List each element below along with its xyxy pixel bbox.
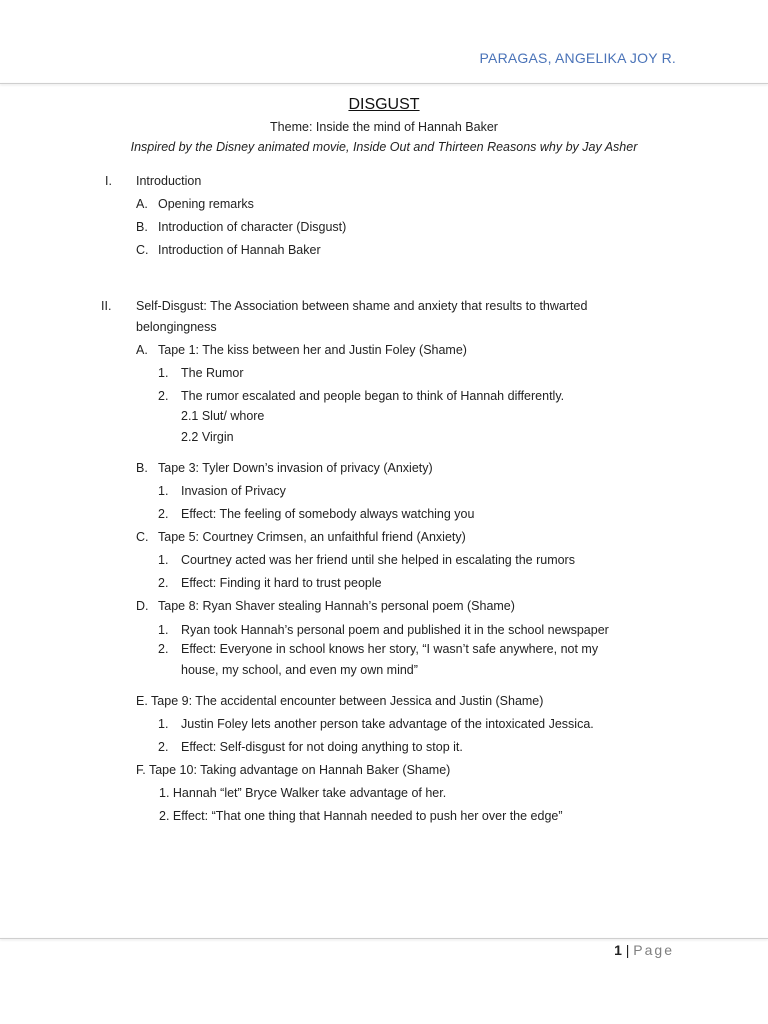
list-marker: 1.	[158, 366, 169, 380]
list-marker: B.	[136, 461, 148, 475]
list-item: Effect: Everyone in school knows her story, “I wasn’t safe anywhere, not my	[181, 642, 599, 656]
list-marker: 2.	[158, 642, 169, 656]
section-2-marker: II.	[101, 299, 112, 313]
page-separator: |	[621, 942, 634, 958]
list-item: Effect: Finding it hard to trust people	[181, 576, 382, 590]
page-footer	[614, 942, 674, 958]
document-title: DISGUST	[348, 96, 420, 113]
list-marker: 2.	[158, 740, 169, 754]
list-item: The rumor escalated and people began to think of Hannah differently.	[181, 389, 565, 403]
list-item: E. Tape 9: The accidental encounter between Jessica and Justin (Shame)	[136, 694, 544, 708]
section-1-marker: I.	[105, 174, 112, 188]
list-marker: 2.	[158, 576, 169, 590]
list-marker: C.	[136, 530, 149, 544]
list-item: Effect: The feeling of somebody always watching you	[181, 507, 475, 521]
list-marker: A.	[136, 197, 148, 211]
list-item: Ryan took Hannah’s personal poem and published it in the school newspaper	[181, 623, 609, 637]
header-divider	[0, 83, 768, 84]
list-item: Tape 5: Courtney Crimsen, an unfaithful friend (Anxiety)	[158, 530, 466, 544]
list-item: Effect: Self-disgust for not doing anything to stop it.	[181, 740, 463, 754]
list-item: Tape 8: Ryan Shaver stealing Hannah’s personal poem (Shame)	[158, 599, 515, 613]
list-item: Invasion of Privacy	[181, 484, 286, 498]
list-item: 1. Hannah “let” Bryce Walker take advantage of her.	[159, 786, 447, 800]
page-number: 1	[614, 942, 622, 958]
list-item-cont: house, my school, and even my own mind”	[181, 663, 418, 677]
document-inspiration: Inspired by the Disney animated movie, Inside Out and Thirteen Reasons why by Jay Asher	[130, 140, 638, 154]
list-item: Introduction of character (Disgust)	[158, 220, 347, 234]
list-marker: 2.	[158, 389, 169, 403]
section-2-heading-cont: belongingness	[136, 320, 217, 334]
list-marker: 2.	[158, 507, 169, 521]
section-2-heading: Self-Disgust: The Association between shame and anxiety that results to thwarted	[136, 299, 588, 313]
list-marker: 1.	[158, 484, 169, 498]
list-item: F. Tape 10: Taking advantage on Hannah Baker (Shame)	[136, 763, 451, 777]
list-marker: A.	[136, 343, 148, 357]
list-item: 2. Effect: “That one thing that Hannah needed to push her over the edge”	[159, 809, 563, 823]
list-item: Justin Foley lets another person take advantage of the intoxicated Jessica.	[181, 717, 594, 731]
list-item: Tape 3: Tyler Down’s invasion of privacy (Anxiety)	[158, 461, 433, 475]
list-item: Courtney acted was her friend until she helped in escalating the rumors	[181, 553, 575, 567]
list-marker: 1.	[158, 623, 169, 637]
list-subitem: 2.1 Slut/ whore	[181, 409, 265, 423]
list-marker: 1.	[158, 717, 169, 731]
document-theme: Theme: Inside the mind of Hannah Baker	[270, 120, 498, 134]
list-marker: D.	[136, 599, 149, 613]
list-item: Opening remarks	[158, 197, 254, 211]
list-item: The Rumor	[181, 366, 244, 380]
list-marker: C.	[136, 243, 149, 257]
list-marker: 1.	[158, 553, 169, 567]
header-author: PARAGAS, ANGELIKA JOY R.	[479, 50, 676, 66]
list-item: Tape 1: The kiss between her and Justin Foley (Shame)	[158, 343, 467, 357]
list-item: Introduction of Hannah Baker	[158, 243, 321, 257]
list-subitem: 2.2 Virgin	[181, 430, 234, 444]
page-label: Page	[633, 942, 674, 958]
footer-divider	[0, 938, 768, 939]
section-1-heading: Introduction	[136, 174, 202, 188]
list-marker: B.	[136, 220, 148, 234]
